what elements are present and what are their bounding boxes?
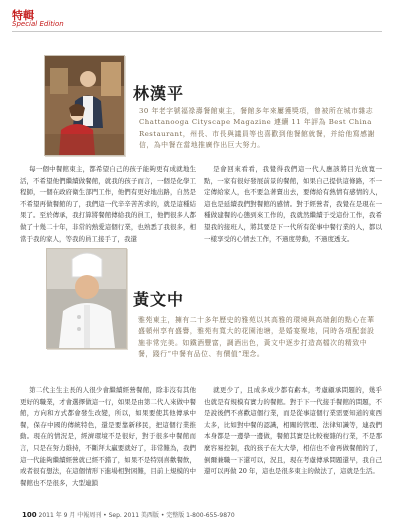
paragraph: 第二代主生主長的人很少會繼續經營餐館，除非沒有其他更好的職業，才會選擇做這一行，如果是由第二代人來做中餐館，方向和方式都會發生改變，所以，如果要使其他傳承中餐，保存中國的傳統特色，還是要靠新移民，把這個行業推動。現在的情況是，經濟環境不是很好，對于很多中餐館而言，只是在努力維持，不斷拜太贏要就好了，非常難為，我們這一代能夠繼續經營就已經不錯了，如果不是特別喜歡餐飲，或者很有想法，在這個情形下進場相對困難，目前上規模的中餐館也不是很多，大型連鎖 [20, 386, 196, 487]
section-title: 特輯 [12, 9, 34, 22]
footer-text: 2011 年 9 月 中報周刊 • Sep. 2011 美西版 • 完整版 1-800-655-9870 [38, 512, 235, 519]
paragraph: 就更少了，且成多成少都有虧本，考慮顧承問題的，幾乎也就是有規模有實力的餐館。對于下一代接手餐館的問題，不是說後們不喜歡這個行業，而是從事這個行業需要知道的東西太多，比如對中餐的認識，相關的管理、法律知識等，連我們本身都是一邊學一邊做，餐館其實是比較複雜的行業，不是那麼容易控制，我的孩子在大大學，相信也不會再做餐館的了，倒爾兼職一下還可以，況且，現在考慮傳承問題還早，我自己還可以再做 20 年，這也是很多東主的做法了，這就是生活。 [204, 386, 382, 476]
intro-huang: 雅苑東主，擁有二十多年歷史的雅苑以其高雅的環境與高端創的點心在華盛頓州享有盛譽，雅苑有寬大的花園池塘，是婚宴聚地，同時各項配套設施非常完美。如鐵酒豐富，調酒出色，黃文中逐步打造高檔次的精致中餐，踐行“中餐有品位、有價值”理念。 [138, 316, 375, 359]
page-footer [22, 510, 235, 519]
article-column [20, 164, 196, 245]
article-column [20, 385, 196, 489]
paragraph: 是會回來看看，我覺得我們這一代人應該將目光放寬一點，一家有很好發展前景的餐館，如果自己提供這條路，不一定傳給家人，也不要急著賣出去，要傳給有熱情有感情的人，這也是延續我們對餐館的感情。對于經營者，我覺在是現在一種做建餐的心態到來工作的，我就然繼續于受這份工作，我希望我的接班人，將其要是下一代所有從事中餐行業的人，都以一樣享受的心情去工作，不過度勞動，不過度透支。 [204, 165, 382, 243]
page-number: 100 [22, 511, 37, 519]
intro-lin: 30 年老字號福祿壽餐館東主，餐館多年來屢獲獎項，曾被所在城市雜志 Chattanooga Cityscape Magazine 連續 11 年評為 Best China Restaurant，州長、市長與議員等也喜歡到他餐館就餐，并給他寫感謝信，為中餐在當地推廣作出巨大努力。 [139, 107, 375, 150]
portrait-photo-lin [44, 55, 125, 156]
portrait-photo-huang [46, 248, 127, 349]
section-subtitle: Special Edition [12, 20, 64, 28]
photo-illustration [45, 56, 124, 155]
article-column [204, 385, 382, 478]
header-divider [12, 31, 382, 32]
person-name-lin: 林漢平 [133, 84, 185, 103]
person-name-huang: 黃文中 [133, 290, 185, 309]
photo-illustration [47, 249, 126, 348]
article-column [204, 164, 382, 245]
paragraph: 每一個中餐館東主，都希望自己的孩子能夠更有成就地生活，不希望他們繼續做餐館，就我的孩子而言，一個是化學工程師，一個在政府衛生部門工作，他們有更好地出路，自然是不希望再做餐館的了，我們這一代辛辛苦苦求的，就是這種結果了。至於傳承，我打算將餐館傳給我的員工，他們很多人都做了十幾二十年，非常的熱愛這個行業，也熟悉了我很多，相當于我的家人，等我的員工接手了，我還 [20, 165, 196, 243]
